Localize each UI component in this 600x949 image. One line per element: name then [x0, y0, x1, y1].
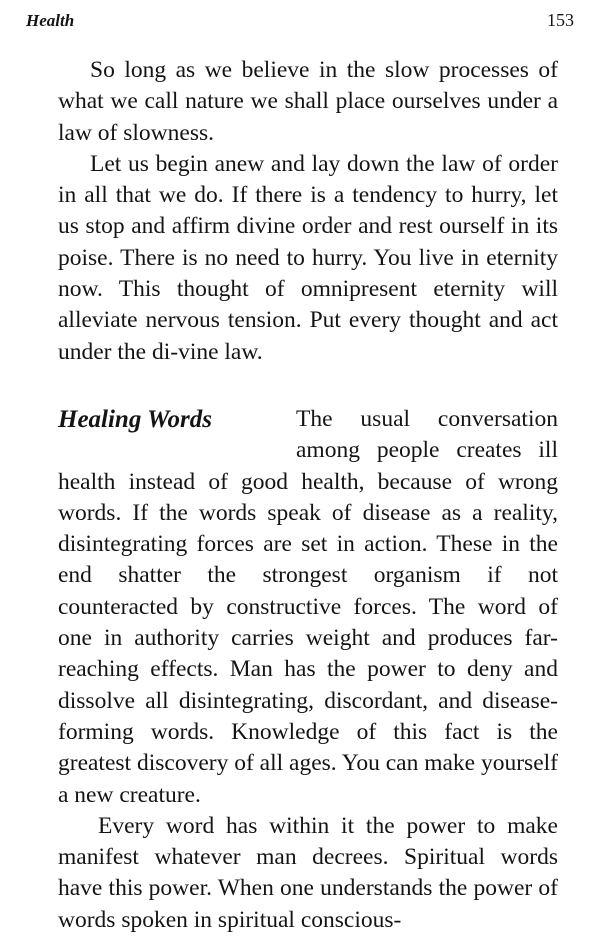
paragraph-usual-conversation: The usual conversation among people creates ill health instead of good health, because of wrong words. If the words speak of disease as a reality, disintegrating forces are set in action. These in the end shatter the strongest organism if not counteracted by constructive forces. The word of one in authority carries weight and produces far-reaching effects. Man has the power to deny and dissolve all disintegrating, discordant, and disease-forming words. Knowledge of this fact is the greatest discovery of all ages. You can make yourself a new creature.	[58, 405, 558, 808]
running-head	[26, 10, 574, 31]
section-healing-words	[58, 404, 558, 936]
running-title: Health	[26, 11, 75, 30]
paragraph-every-word: Every word has within it the power to make manifest whatever man decrees. Spiritual words have this power. When one understands the power of words spoken in spiritual conscious-	[58, 812, 558, 933]
page-body	[58, 55, 558, 936]
page-number: 153	[547, 10, 574, 30]
paragraph-law-of-order: Let us begin anew and lay down the law of order in all that we do. If there is a tendency to hurry, let us stop and affirm divine order and rest ourself in its poise. There is no need to hurry. You live in eternity now. This thought of omnipresent eternity will alleviate nervous tension. Put every thought and act under the di-vine law.	[58, 150, 558, 365]
section-heading: Healing Words	[58, 405, 212, 433]
paragraph-slow-processes: So long as we believe in the slow processes of what we call nature we shall place ourselves under a law of slowness.	[58, 57, 558, 146]
